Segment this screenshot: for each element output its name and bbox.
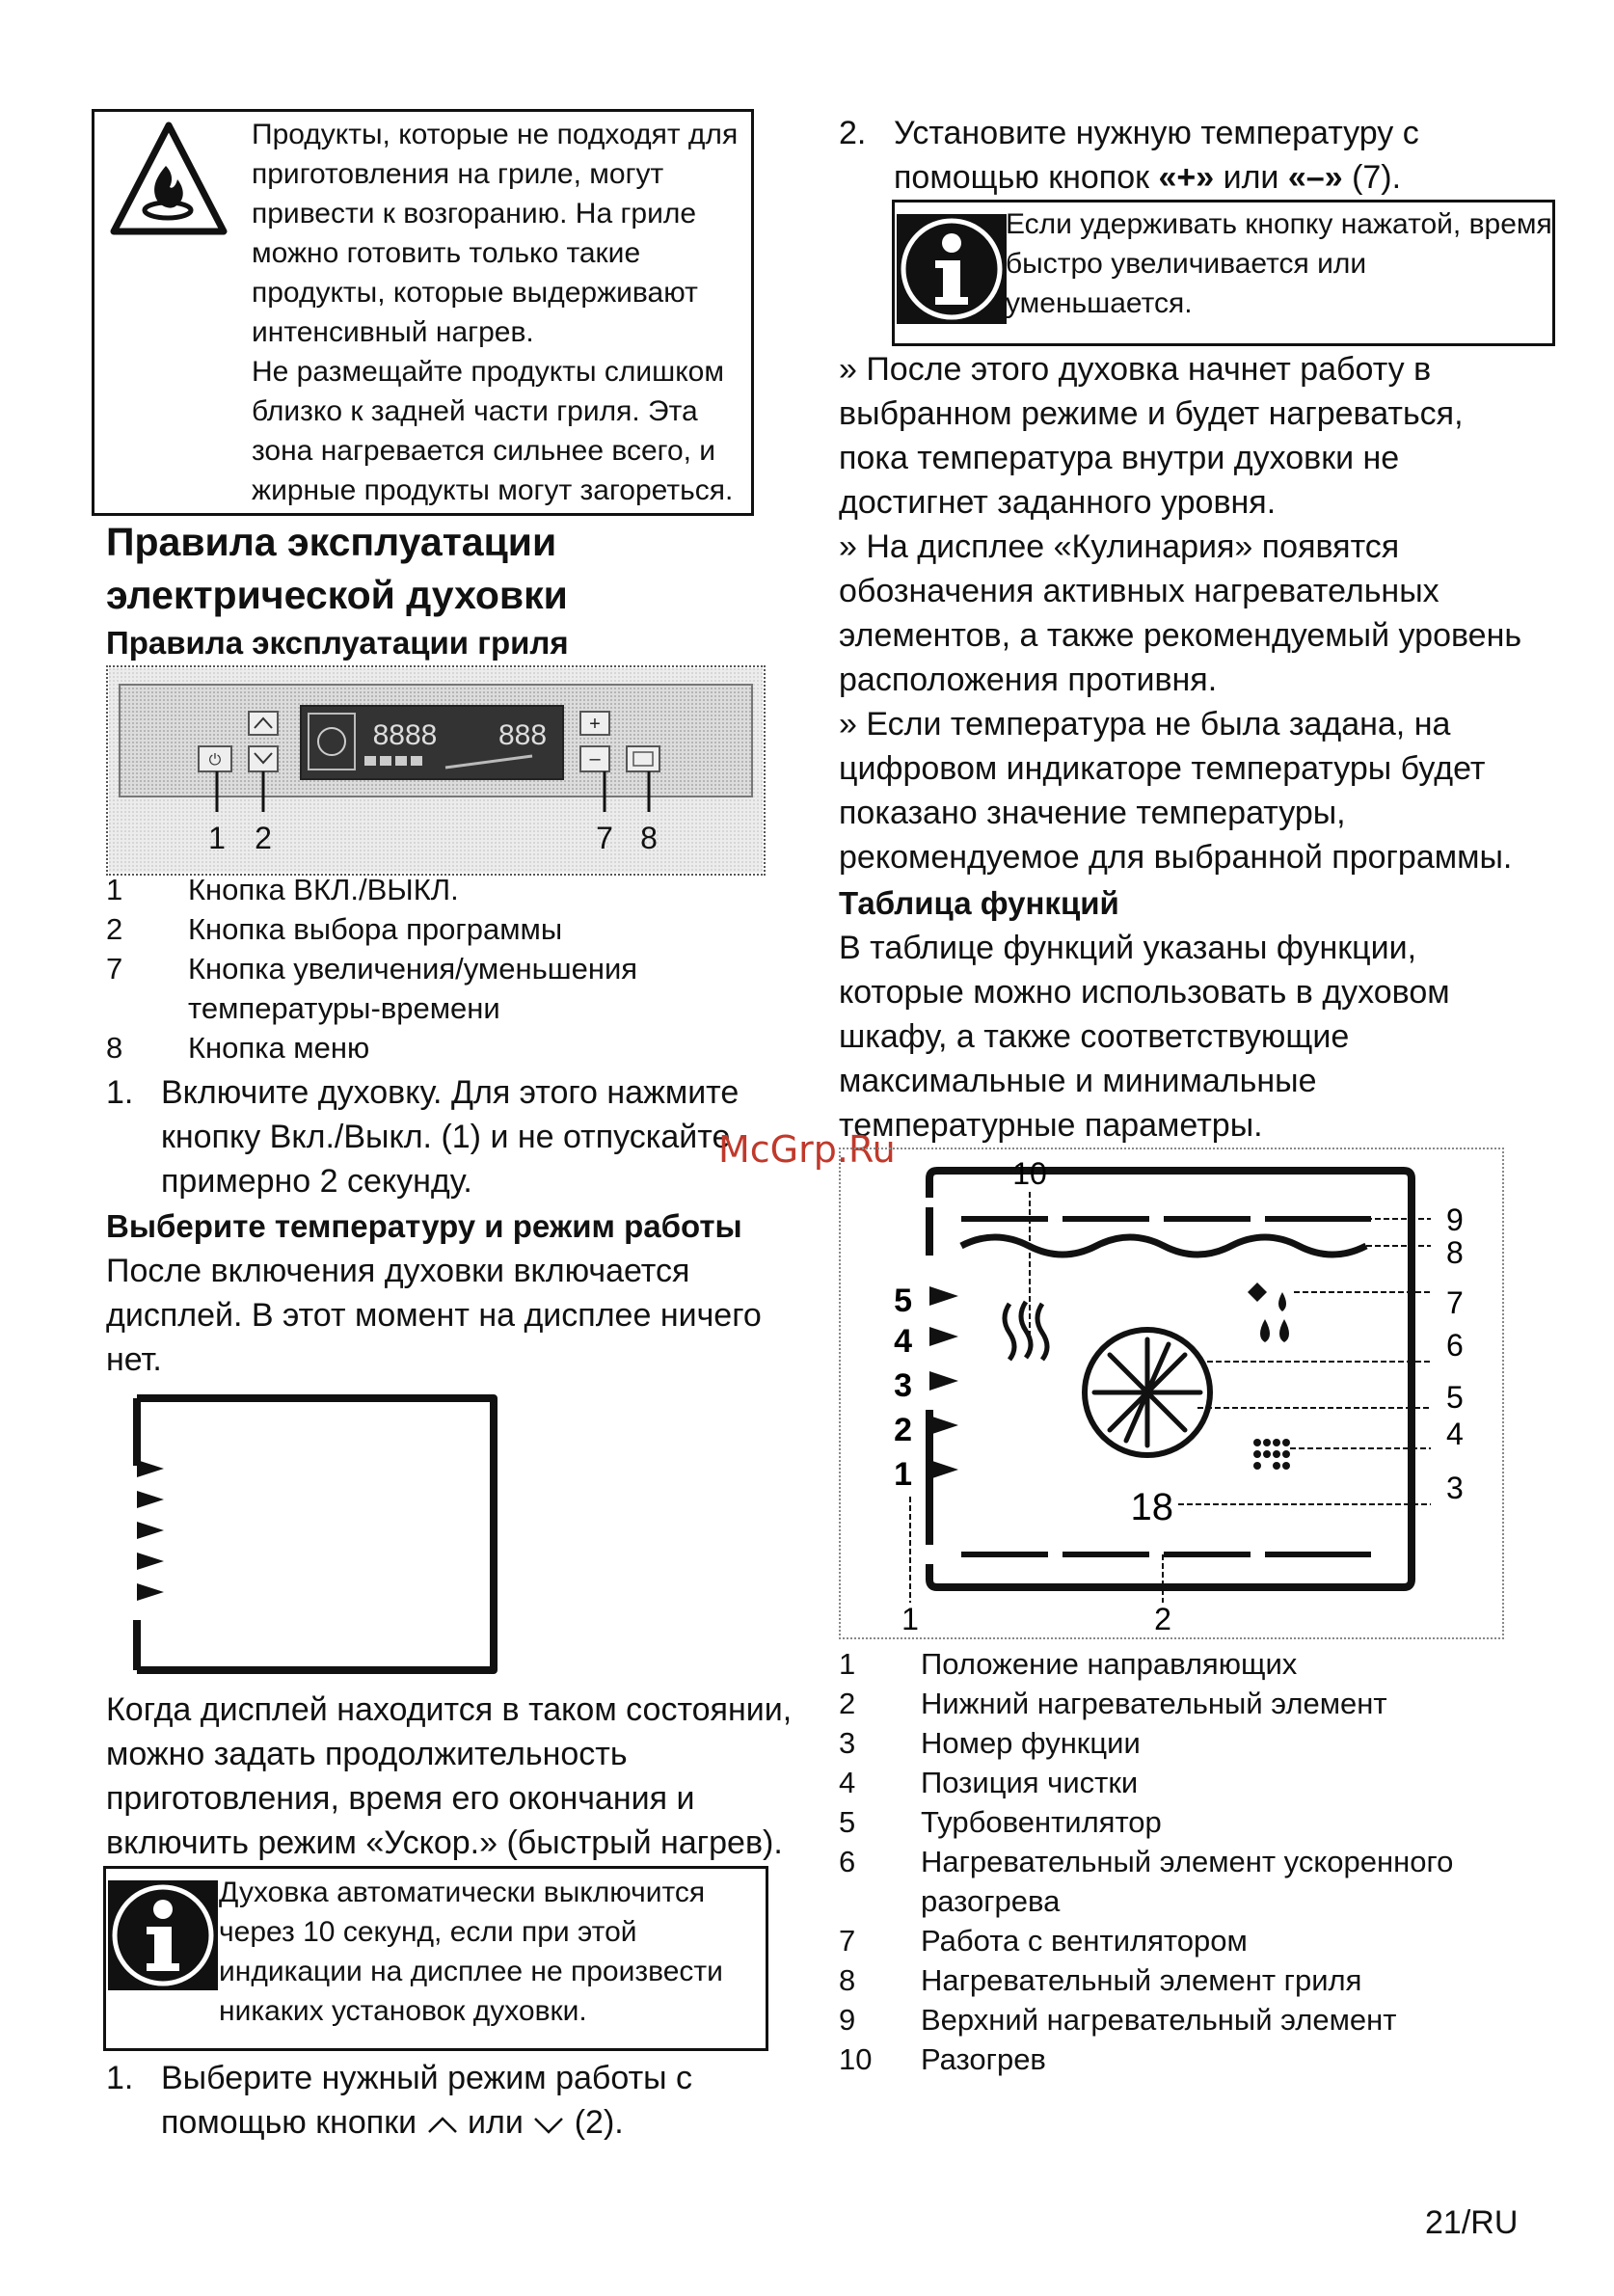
paragraph-line: Когда дисплей находится в таком состоянии, [106, 1691, 793, 1728]
shelf-level-label: 2 [894, 1412, 912, 1448]
paragraph-line: обозначения активных нагревательных [839, 573, 1439, 609]
paragraph-line: нет. [106, 1341, 162, 1378]
paragraph-line: рекомендуемое для выбранной программы. [839, 839, 1513, 876]
shelf-level-label: 4 [894, 1323, 912, 1360]
paragraph-line: дисплей. В этот момент на дисплее ничего [106, 1297, 762, 1334]
callout-label: 2 [255, 821, 272, 855]
function-number: 18 [1130, 1486, 1173, 1528]
callout-label: 8 [1446, 1235, 1464, 1270]
paragraph-line: максимальные и минимальные [839, 1063, 1317, 1099]
preheat-icon [1005, 1302, 1047, 1360]
info-line: индикации на дисплее не произвести [219, 1956, 723, 1987]
step-number: 2. [839, 115, 867, 151]
paragraph-line: расположения противня. [839, 662, 1218, 698]
plus-label: + [589, 714, 601, 735]
step-line: кнопку Вкл./Выкл. (1) и не отпускайте [161, 1119, 731, 1155]
info-box [892, 200, 1555, 346]
warning-line: близко к задней части гриля. Эта [252, 395, 698, 427]
subsection-heading: Правила эксплуатации гриля [106, 625, 569, 661]
subsection-heading: Таблица функций [839, 885, 1119, 921]
warning-line: Не размещайте продукты слишком [252, 356, 724, 388]
warning-line: интенсивный нагрев. [252, 316, 534, 348]
step-number: 1. [106, 2060, 134, 2096]
callout-label: 8 [640, 821, 658, 855]
paragraph-line: После включения духовки включается [106, 1253, 690, 1289]
warning-line: жирные продукты могут загореться. [252, 474, 734, 506]
step-number: 1. [106, 1074, 134, 1111]
callout-label: 7 [1446, 1285, 1464, 1320]
paragraph-line: » После этого духовка начнет работу в [839, 351, 1432, 388]
chevron-down-icon [532, 2114, 565, 2135]
paragraph-line: температурные параметры. [839, 1107, 1263, 1144]
display-digits-main: 8888 [372, 719, 438, 751]
program-up-button[interactable] [249, 712, 278, 735]
cleaning-position-icon [1253, 1439, 1290, 1470]
step-line: помощью кнопок «+» или «–» (7). [894, 159, 1402, 196]
warning-line: Продукты, которые не подходят для [252, 119, 739, 150]
menu-button[interactable] [627, 746, 659, 771]
shelf-level-label: 1 [894, 1456, 912, 1493]
paragraph-line: цифровом индикаторе температуры будет [839, 750, 1486, 787]
paragraph-line: выбранном режиме и будет нагреваться, [839, 395, 1464, 432]
oven-display-diagram [839, 1148, 1504, 1639]
info-icon [897, 214, 1007, 324]
minus-label: – [589, 748, 601, 770]
callout-label: 6 [1446, 1328, 1464, 1363]
step-line: помощью кнопки или (2). [161, 2104, 624, 2141]
info-line: через 10 секунд, если при этой [219, 1916, 637, 1948]
info-icon [108, 1880, 218, 1990]
callout-label: 2 [1154, 1602, 1171, 1636]
svg-text:⏻: ⏻ [208, 752, 222, 769]
step-line: Выберите нужный режим работы с [161, 2060, 693, 2096]
paragraph-line: В таблице функций указаны функции, [839, 930, 1417, 966]
fire-hazard-icon [106, 118, 231, 243]
program-down-button[interactable] [249, 746, 278, 771]
step-line: Включите духовку. Для этого нажмите [161, 1074, 740, 1111]
warning-line: зона нагревается сильнее всего, и [252, 435, 716, 467]
section-heading: электрической духовки [106, 573, 568, 617]
info-line: уменьшается. [1006, 287, 1193, 319]
callout-label: 9 [1446, 1202, 1464, 1237]
paragraph-line: включить режим «Ускор.» (быстрый нагрев). [106, 1824, 783, 1861]
callout-label: 7 [596, 821, 613, 855]
paragraph-line: шкафу, а также соответствующие [839, 1018, 1350, 1055]
chevron-up-icon [426, 2114, 459, 2135]
callout-label: 3 [1446, 1471, 1464, 1505]
callout-label: 1 [208, 821, 226, 855]
info-line: Если удерживать кнопку нажатой, время [1006, 208, 1552, 240]
info-line: Духовка автоматически выключится [219, 1877, 706, 1908]
display-digits-small: 888 [498, 719, 548, 751]
paragraph-line: достигнет заданного уровня. [839, 484, 1277, 521]
control-panel-figure [106, 665, 766, 876]
fast-heat-element-icon [1094, 1339, 1200, 1445]
shelf-level-label: 3 [894, 1367, 912, 1404]
paragraph-line: » Если температура не была задана, на [839, 706, 1451, 743]
paragraph-line: приготовления, время его окончания и [106, 1780, 695, 1817]
warning-line: продукты, которые выдерживают [252, 277, 698, 309]
paragraph-line: которые можно использовать в духовом [839, 974, 1450, 1011]
paragraph-line: показано значение температуры, [839, 795, 1346, 831]
warning-line: привести к возгоранию. На гриле [252, 198, 697, 230]
warning-box [92, 109, 754, 516]
info-box [103, 1866, 768, 2051]
callout-label: 10 [1012, 1156, 1047, 1191]
shelf-level-label: 5 [894, 1283, 912, 1319]
callout-label: 4 [1446, 1417, 1464, 1451]
warning-line: приготовления на гриле, могут [252, 158, 664, 190]
page-number: 21/RU [1425, 2204, 1519, 2241]
info-line: быстро увеличивается или [1006, 248, 1367, 280]
info-line: никаких установок духовки. [219, 1995, 587, 2027]
paragraph-line: пока температура внутри духовки не [839, 440, 1400, 476]
watermark: McGrp.Ru [718, 1128, 896, 1171]
step-line: примерно 2 секунду. [161, 1163, 472, 1200]
section-heading: Правила эксплуатации [106, 520, 557, 564]
paragraph-line: можно задать продолжительность [106, 1736, 628, 1772]
paragraph-line: элементов, а также рекомендуемый уровень [839, 617, 1522, 654]
step-line: Установите нужную температуру с [894, 115, 1419, 151]
warning-line: можно готовить только такие [252, 237, 641, 269]
subsection-heading: Выберите температуру и режим работы [106, 1208, 742, 1244]
paragraph-line: » На дисплее «Кулинария» появятся [839, 528, 1400, 565]
blank-display-illustration [125, 1389, 501, 1678]
fan-mode-icon [1248, 1283, 1289, 1342]
callout-label: 1 [901, 1602, 919, 1636]
callout-label: 5 [1446, 1380, 1464, 1415]
